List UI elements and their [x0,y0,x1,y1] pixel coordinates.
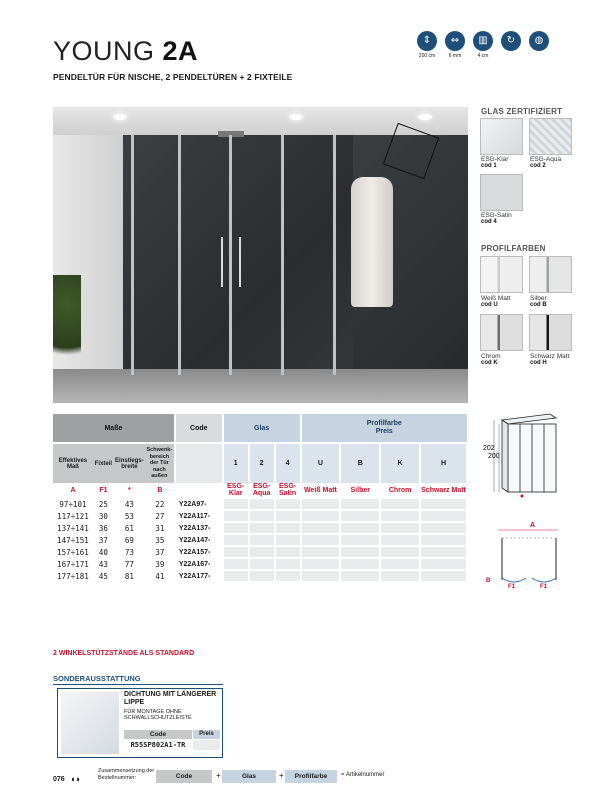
profile-label: Weiß Matt [303,486,337,494]
swatch-label: ESG-Satin [481,212,512,219]
profile-price-cell[interactable] [340,510,380,522]
glass-price-cell[interactable] [275,546,301,558]
glass-price-cell[interactable] [249,570,275,582]
profile-price-cell[interactable] [420,570,467,582]
glass-price-cell[interactable] [275,510,301,522]
profile-price-cell[interactable] [340,498,380,510]
glass-price-cell[interactable] [249,534,275,546]
glass-price-cell[interactable] [275,522,301,534]
cell-schwenkbereich: 31 [155,523,165,533]
cell-einstiegsbreite: 77 [124,559,134,569]
swatch-esg-klar[interactable] [480,118,523,155]
profile-price-cell[interactable] [380,510,420,522]
profile-label: Silber [350,486,370,494]
letter-a: A [70,487,76,494]
table-row [53,510,467,522]
water-drop-icon: ◍ [528,31,550,59]
table-row [53,570,467,582]
glass-price-cell[interactable] [275,558,301,570]
profile-price-cell[interactable] [340,570,380,582]
door-profile [229,135,232,375]
swatch-code: cod 4 [481,219,497,225]
accessory-note: FÜR MONTAGE OHNE SCHWALLSCHUTZLEISTE [124,709,192,721]
plan-a: A [530,522,536,529]
letter-f1: F1 [99,487,108,494]
glass-price-cell[interactable] [249,546,275,558]
cell-code: Y22A157- [178,548,211,556]
letter-star: * [128,487,131,494]
sonder-title: SONDERAUSSTATTUNG [53,674,141,683]
glass-price-cell[interactable] [249,522,275,534]
col-glass-4: 4 [275,443,301,483]
title-light: YOUNG [53,36,155,66]
profile-price-cell[interactable] [340,558,380,570]
swatch-code: cod B [530,302,547,308]
brand-logo-icon: ◖◗ [70,774,81,784]
swatch-silber[interactable] [529,256,572,293]
cell-code: Y22A117- [178,512,210,520]
profile-price-cell[interactable] [380,534,420,546]
cell-fixteil: 43 [98,559,108,569]
cell-schwenkbereich: 41 [155,571,165,581]
profile-price-cell[interactable] [380,570,420,582]
cell-effektives-mass: 177÷181 [57,571,89,581]
profile-price-cell[interactable] [301,510,341,522]
accessory-code: R55SP802A1-TR [130,741,186,749]
spec-icons [416,31,550,59]
swatch-esg-aqua[interactable] [529,118,572,155]
photo-floor [53,369,468,403]
swatch-esg-satin[interactable] [480,174,523,211]
door-handle [221,237,223,287]
group-masse: Maße [53,414,175,443]
profile-label: Chrom [388,486,412,494]
profile-price-cell[interactable] [340,546,380,558]
profile-price-cell[interactable] [301,570,341,582]
marker-dot [521,495,524,498]
cell-einstiegsbreite: 81 [124,571,134,581]
swatch-label: Chrom [481,353,501,360]
cell-fixteil: 37 [98,535,108,545]
swatch-label: Weiß Matt [481,295,511,302]
table-row [53,558,467,570]
glass-price-cell[interactable] [275,498,301,510]
cell-code: Y22A97- [178,500,207,508]
swatch-weiss-matt[interactable] [480,256,523,293]
profile-price-cell[interactable] [301,558,341,570]
swatch-label: Schwarz Matt [530,353,570,360]
page-title [53,36,198,67]
cell-fixteil: 45 [98,571,108,581]
group-glas: Glas [223,414,301,443]
profile-price-cell[interactable] [420,534,467,546]
page-number: 076 [53,776,65,783]
cell-effektives-mass: 157÷161 [57,547,89,557]
glass-price-cell[interactable] [223,510,249,522]
cell-effektives-mass: 97÷101 [59,499,87,509]
glass-heading: GLAS ZERTIFIZIERT [481,107,563,116]
ceiling-light [289,114,303,120]
cell-effektives-mass: 137÷141 [57,523,89,533]
page-subtitle: PENDELTÜR FÜR NISCHE, 2 PENDELTÜREN + 2 FIXTEILE [53,72,293,82]
glass-price-cell[interactable] [249,558,275,570]
col-eff: Effektives Maß [53,443,93,483]
col-glass-1: 1 [223,443,249,483]
glass-price-cell[interactable] [223,534,249,546]
glass-thickness-icon: ⇔ 6 mm [444,31,466,59]
cell-fixteil: 40 [98,547,108,557]
table-row [53,546,467,558]
col-schwenk: Schwenk-bereich der Tür nach außen [145,443,175,483]
profile-price-cell[interactable] [420,498,467,510]
swing-door-icon: ↻ [500,31,522,59]
cell-effektives-mass: 147÷151 [57,535,89,545]
bathrobe [351,177,393,307]
plan-b: B [486,578,491,584]
glass-price-cell[interactable] [223,558,249,570]
profile-heading: PROFILFARBEN [481,244,546,253]
profile-price-cell[interactable] [420,510,467,522]
swatch-code: cod K [481,360,498,366]
product-photo [53,107,468,403]
door-profile [281,135,284,375]
cell-fixteil: 25 [98,499,108,509]
glass-label: ESG-Klar [227,483,245,497]
accessory-card[interactable] [57,688,223,758]
profile-price-cell[interactable] [420,546,467,558]
cell-code: Y22A147- [178,536,211,544]
cell-schwenkbereich: 27 [155,511,165,521]
letter-b: B [157,487,163,494]
cell-fixteil: 30 [98,511,108,521]
swatch-label: ESG-Aqua [530,156,562,163]
profile-depth-icon: ▥ 4 cm [472,31,494,59]
table-row [53,534,467,546]
col-profile-u: U [301,443,341,483]
swatch-chrom[interactable] [480,314,523,351]
col-profile-k: K [380,443,420,483]
table-row [53,498,467,510]
formula-glas: Glas [222,770,276,783]
accessory-price-cell [193,740,220,750]
profile-price-cell[interactable] [380,558,420,570]
profile-price-cell[interactable] [340,522,380,534]
cell-code: Y22A137- [178,524,211,532]
standard-note: 2 WINKELSTÜTZSTÄNDE ALS STANDARD [53,650,195,657]
door-profile [178,135,181,375]
swatch-code: cod H [530,360,547,366]
photo-stone-wall [123,135,353,403]
glass-price-cell[interactable] [223,570,249,582]
dim-inner: 200 [488,453,500,460]
col-code [175,443,223,483]
cell-einstiegsbreite: 61 [124,523,134,533]
plan-f1-right: F1 [540,584,548,590]
cell-fixteil: 36 [98,523,108,533]
glass-price-cell[interactable] [223,546,249,558]
plan-drawing [480,520,560,600]
accessory-code-header: Code [124,730,192,739]
cell-schwenkbereich: 37 [155,547,165,557]
profile-price-cell[interactable] [420,522,467,534]
seal-image [61,692,119,754]
cell-effektives-mass: 117÷121 [57,511,89,521]
glass-label: ESG-Aqua [252,483,271,497]
profile-price-cell[interactable] [301,546,341,558]
door-profile [131,135,134,375]
cell-effektives-mass: 167÷171 [57,559,89,569]
ceiling-light [418,114,432,120]
profile-price-cell[interactable] [380,522,420,534]
cell-einstiegsbreite: 43 [124,499,134,509]
glass-label: ESG-Satin [278,483,297,497]
plant [53,275,81,375]
formula-plus: + [279,771,284,780]
door-profile [333,135,336,375]
swatch-schwarz-matt[interactable] [529,314,572,351]
profile-price-cell[interactable] [380,498,420,510]
swatch-label: ESG-Klar [481,156,509,163]
height-icon: ⇕ 200 cm [416,31,438,59]
group-profil: Profilfarbe Preis [301,414,467,443]
title-bold: 2A [162,36,199,66]
sonder-divider [53,684,223,685]
elevation-drawing [480,412,560,502]
profile-price-cell[interactable] [301,498,341,510]
formula-code: Code [156,770,212,783]
plan-f1-left: F1 [508,584,516,590]
profile-price-cell[interactable] [340,534,380,546]
profile-label: Schwarz Matt [421,486,466,494]
cell-einstiegsbreite: 53 [124,511,134,521]
accessory-title: DICHTUNG MIT LÄNGERER LIPPE [124,691,217,706]
swatch-code: cod 2 [530,163,546,169]
cell-code: Y22A177- [178,572,211,580]
cell-einstiegsbreite: 73 [124,547,134,557]
swatch-label: Silber [530,295,547,302]
cell-code: Y22A167- [178,560,211,568]
cell-schwenkbereich: 35 [155,535,165,545]
glass-price-cell[interactable] [223,522,249,534]
formula-profil: Profilfarbe [285,770,337,783]
profile-price-cell[interactable] [301,522,341,534]
glass-price-cell[interactable] [249,498,275,510]
swatch-code: cod U [481,302,498,308]
glass-price-cell[interactable] [275,570,301,582]
col-einstieg: Einstiegs-breite [114,443,145,483]
col-glass-2: 2 [249,443,275,483]
cell-einstiegsbreite: 69 [124,535,134,545]
formula-label: Zusammensetzung der Bestellnummer: [98,768,155,781]
table-row [53,522,467,534]
cell-schwenkbereich: 22 [155,499,165,509]
ceiling-light [113,114,127,120]
glass-price-cell[interactable] [249,510,275,522]
glass-price-cell[interactable] [275,534,301,546]
formula-plus: + [216,771,221,780]
spec-table [53,414,468,583]
swatch-code: cod 1 [481,163,497,169]
profile-price-cell[interactable] [420,558,467,570]
dim-outer: 202 [483,445,495,452]
profile-price-cell[interactable] [380,546,420,558]
col-profile-b: B [340,443,380,483]
profile-price-cell[interactable] [301,534,341,546]
col-fixteil: Fixteil [93,443,114,483]
accessory-price-header: Preis [193,730,220,739]
formula-result: = Artikelnummer [341,772,385,778]
door-handle [239,237,241,287]
glass-price-cell[interactable] [223,498,249,510]
group-code: Code [175,414,223,443]
col-profile-h: H [420,443,467,483]
cell-schwenkbereich: 39 [155,559,165,569]
